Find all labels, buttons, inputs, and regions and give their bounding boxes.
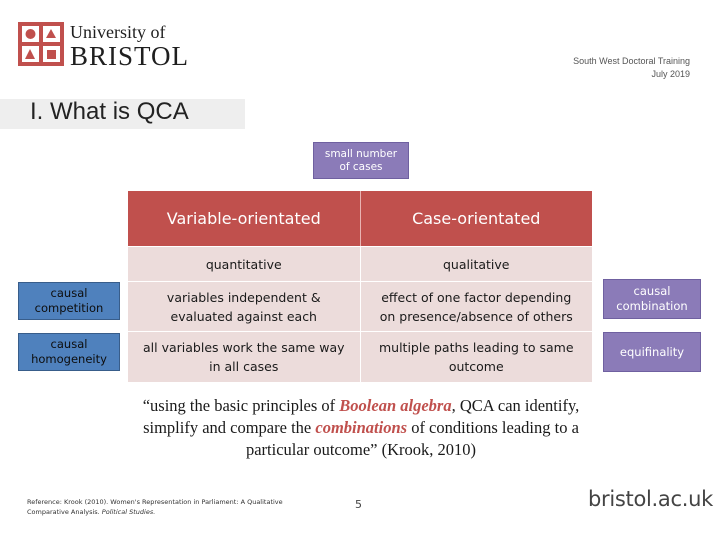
- cell-line: effect of one factor depending: [381, 289, 572, 305]
- table-cell: [128, 282, 360, 331]
- label-line: causal: [50, 286, 88, 300]
- header-meta: [573, 55, 690, 81]
- label-line: causal: [633, 284, 671, 298]
- krook-quote: [130, 395, 592, 461]
- label-line: combination: [616, 299, 688, 313]
- table-row: [128, 332, 592, 383]
- cell-line: in all cases: [209, 359, 279, 374]
- reference-line-2: [27, 507, 297, 517]
- reference-text: Comparative Analysis.: [27, 508, 102, 516]
- page-number: 5: [355, 498, 362, 511]
- label-line: competition: [34, 301, 104, 315]
- quote-text: “using the basic principles of: [142, 396, 340, 415]
- table-row: [128, 247, 592, 282]
- header-case-orientated: Case-orientated: [360, 191, 593, 246]
- causal-competition-label: [18, 282, 120, 320]
- website-link[interactable]: bristol.ac.uk: [588, 487, 713, 511]
- table-header-row: [128, 191, 592, 247]
- cell-line: multiple paths leading to same: [378, 340, 574, 355]
- label-line: equifinality: [619, 344, 685, 359]
- cell-line: all variables work the same way: [143, 340, 345, 355]
- reference-journal: Political Studies.: [101, 508, 156, 516]
- small-number-of-cases-badge: [313, 142, 409, 179]
- badge-line-2: of cases: [339, 160, 383, 173]
- table-cell: quantitative: [205, 256, 282, 272]
- quote-emphasis: combinations: [315, 418, 408, 437]
- cell-line: outcome: [448, 359, 504, 374]
- reference-line-1: Reference: Krook (2010). Women's Representation in Parliament: A Qualitative: [27, 498, 283, 506]
- programme-name: South West Doctoral Training: [573, 56, 690, 66]
- quote-text: of conditions leading to a particular outcome” (Krook, 2010): [245, 418, 579, 459]
- quote-emphasis: Boolean algebra: [339, 396, 452, 415]
- logo-line-2: BRISTOL: [70, 41, 190, 71]
- causal-homogeneity-label: [18, 333, 120, 371]
- logo-line-1: University of: [70, 22, 166, 42]
- label-line: causal: [50, 337, 88, 351]
- quote-text: , QCA can identify, simplify and compare the: [143, 396, 580, 437]
- cell-line: on presence/absence of others: [379, 308, 573, 324]
- comparison-table: [128, 191, 592, 383]
- bristol-crest-icon: [18, 22, 64, 66]
- causal-combination-label: [603, 279, 701, 319]
- university-logo: [18, 22, 190, 71]
- table-row: [128, 282, 592, 332]
- equifinality-label: [603, 332, 701, 372]
- cell-line: variables independent &: [166, 289, 321, 305]
- badge-line-1: small number: [324, 147, 398, 160]
- label-line: homogeneity: [31, 352, 107, 366]
- table-cell: [128, 332, 360, 382]
- slide-title: I. What is QCA: [30, 98, 189, 125]
- table-cell: [360, 332, 593, 382]
- date-label: July 2019: [651, 69, 690, 79]
- cell-line: evaluated against each: [170, 308, 317, 324]
- table-cell: [360, 282, 593, 331]
- header-variable-orientated: Variable-orientated: [166, 209, 321, 228]
- table-cell: qualitative: [360, 247, 593, 281]
- reference-note: [27, 497, 297, 517]
